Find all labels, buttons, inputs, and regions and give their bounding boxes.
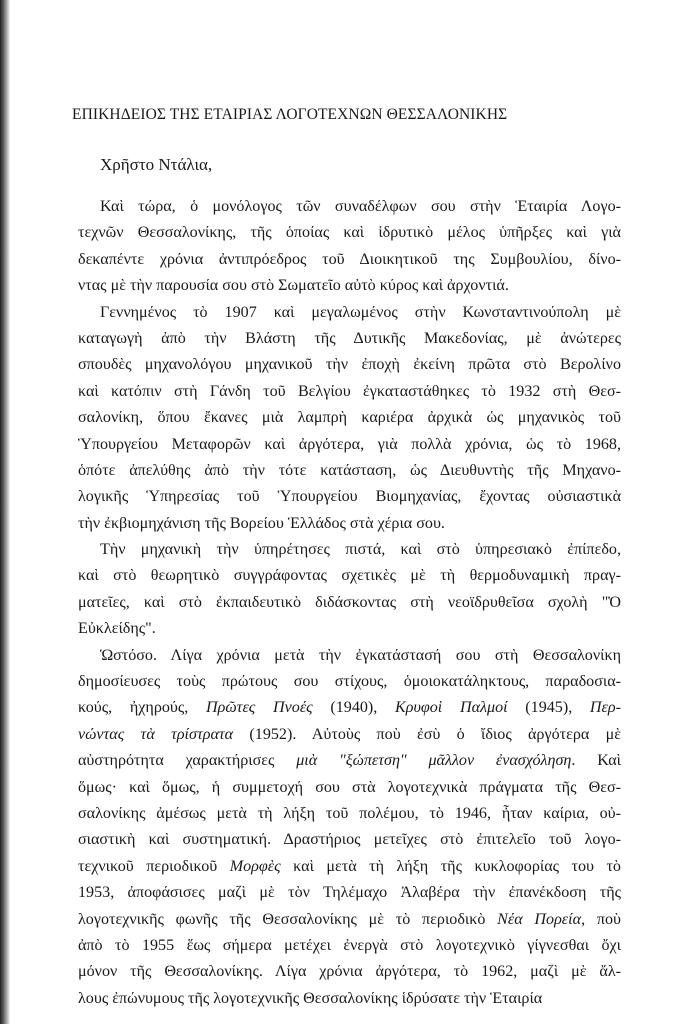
- text-line: ματεῖες, καὶ στὸ ἐκπαιδευτικὸ διδάσκοντας στὴ νεοϊδρυθεῖσα σχολὴ "Ὁ: [78, 593, 621, 611]
- text-line: δημοσίευσες τοὺς πρώτους σου στίχους, ὁμοιοκατάληκτους, παραδοσια-: [78, 673, 621, 691]
- text-line: ἀπὸ τὸ 1955 ἕως σήμερα μετέχει ἐνεργὰ στὸ λογοτεχνικὸ γίγνεσθαι ὄχι: [78, 936, 621, 954]
- text-line: Καὶ τώρα, ὁ μονόλογος τῶν συναδέλφων σου στὴν Ἑταιρία Λογο-: [100, 198, 621, 215]
- text-line: ὁπότε ἀπελύθης ἀπὸ τὴν τότε κατάσταση, ὡς Διευθυντὴς τῆς Μηχανο-: [78, 461, 621, 479]
- text-line: καὶ στὸ θεωρητικὸ συγγράφοντας σχετικὲς μὲ τὴ θερμοδυναμικὴ πραγ-: [78, 567, 621, 585]
- text-line: Τὴν μηχανικὴ τὴν ὑπηρέτησες πιστά, καὶ στὸ ὑπηρεσιακὸ ἐπίπεδο,: [100, 541, 621, 559]
- text-line: 1953, ἀποφάσισες μαζὶ μὲ τὸν Τηλέμαχο Ἀλαβέρα τὴν ἐπανέκδοση τῆς: [78, 884, 621, 902]
- page-title: ΕΠΙΚΗΔΕΙΟΣ ΤΗΣ ΕΤΑΙΡΙΑΣ ΛΟΓΟΤΕΧΝΩΝ ΘΕΣΣΑΛΟΝΙΚΗΣ: [72, 106, 508, 123]
- text-line: τεχνῶν Θεσσαλονίκης, τῆς ὁποίας καὶ ἱδρυτικὸ μέλος ὑπῆρξες καὶ γιὰ: [78, 224, 621, 242]
- text-line: σαλονίκης ἀμέσως μετὰ τὴ λήξη τοῦ πολέμου, τὸ 1946, ἦταν καίρια, οὐ-: [78, 804, 621, 822]
- text-line: λους ἐπώνυμους τῆς λογοτεχνικῆς Θεσσαλονίκης ἱδρύσατε τὴν Ἑταιρία: [78, 989, 543, 1007]
- text-line: ὅμως· καὶ ὅμως, ἡ συμμετοχή σου στὰ λογοτεχνικὰ πράγματα τῆς Θεσ-: [78, 778, 621, 796]
- body-text: [78, 194, 621, 1012]
- text-line: κούς, ἠχηρούς, Πρῶτες Πνοές (1940), Κρυφοὶ Παλμοί (1945), Περ-: [78, 699, 621, 717]
- text-line: σπουδὲς μηχανολόγου μηχανικοῦ τὴν ἐποχὴ ἐκείνη πρῶτα στὸ Βερολίνο: [78, 356, 621, 374]
- text-line: σιαστικὴ καὶ συστηματική. Δραστήριος μετεῖχες στὸ ἐπιτελεῖο τοῦ λογο-: [78, 831, 621, 849]
- text-line: σαλονίκη, ὅπου ἔκανες μιὰ λαμπρὴ καριέρα ἀρχικὰ ὡς μηχανικὸς τοῦ: [78, 409, 621, 427]
- text-line: καὶ κατόπιν στὴ Γάνδη τοῦ Βελγίου ἐγκαταστάθηκες τὸ 1932 στὴ Θεσ-: [78, 382, 621, 400]
- text-line: λογικῆς Ὑπηρεσίας τοῦ Ὑπουργείου Βιομηχανίας, ἔχοντας οὐσιαστικὰ: [78, 488, 621, 506]
- text-line: Γεννημένος τὸ 1907 καὶ μεγαλωμένος στὴν Κωνσταντινούπολη μὲ: [100, 303, 621, 321]
- text-line: καταγωγὴ ἀπὸ τὴν Βλάστη τῆς Δυτικῆς Μακεδονίας, μὲ ἀνώτερες: [78, 329, 621, 347]
- text-line: Ὡστόσο. Λίγα χρόνια μετὰ τὴν ἐγκατάστασή σου στὴ Θεσσαλονίκη: [100, 646, 621, 664]
- text-line: νώντας τὰ τρίστρατα (1952). Αὐτοὺς ποὺ ἐσὺ ὁ ἴδιος ἀργότερα μὲ: [78, 725, 621, 743]
- text-line: ντας μὲ τὴν παρουσία σου στὸ Σωματεῖο αὐτὸ κύρος καὶ ἀρχοντιά.: [78, 277, 509, 295]
- text-line: Ὑπουργείου Μεταφορῶν καὶ ἀργότερα, γιὰ πολλὰ χρόνια, ὡς τὸ 1968,: [78, 435, 621, 453]
- text-line: λογοτεχνικῆς φωνῆς τῆς Θεσσαλονίκης μὲ τὸ περιοδικὸ Νέα Πορεία, ποὺ: [78, 910, 621, 928]
- text-line: μόνον τῆς Θεσσαλονίκης. Λίγα χρόνια ἀργότερα, τὸ 1962, μαζὶ μὲ ἄλ-: [78, 963, 621, 981]
- salutation: Χρῆστο Ντάλια,: [100, 155, 213, 174]
- text-line: τεχνικοῦ περιοδικοῦ Μορφὲς καὶ μετὰ τὴ λήξη τῆς κυκλοφορίας του τὸ: [78, 857, 621, 875]
- text-line: Εὐκλείδης".: [78, 620, 156, 638]
- text-line: τὴν ἐκβιομηχάνιση τῆς Βορείου Ἑλλάδος στὰ χέρια σου.: [78, 514, 445, 532]
- text-line: δεκαπέντε χρόνια ἀντιπρόεδρος τοῦ Διοικητικοῦ της Συμβουλίου, δίνο-: [78, 250, 621, 268]
- text-line: αὐστηρότητα χαρακτήρισες μιὰ "ξώπετση" μᾶλλον ἐνασχόληση. Καὶ: [78, 752, 621, 770]
